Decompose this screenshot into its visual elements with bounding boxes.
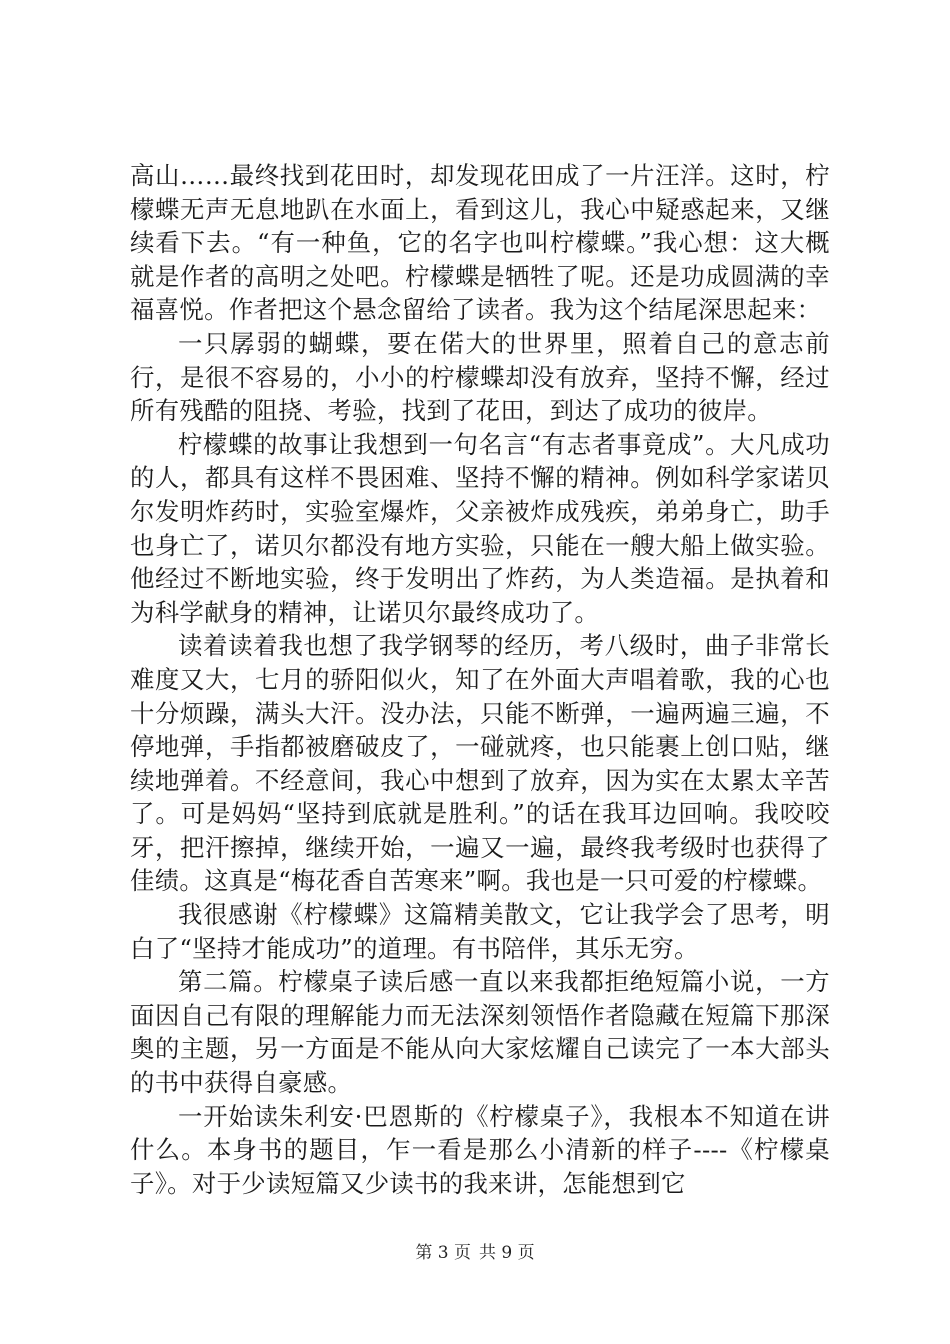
page-total: 共 9 页 xyxy=(479,1243,535,1263)
paragraph: 我很感谢《柠檬蝶》这篇精美散文，它让我学会了思考，明白了“坚持才能成功”的道理。有书陪伴，其乐无穷。 xyxy=(130,900,830,963)
paragraph: 第二篇。柠檬桌子读后感一直以来我都拒绝短篇小说，一方面因自己有限的理解能力而无法深刻领悟作者隐藏在短篇下那深奥的主题，另一方面是不能从向大家炫耀自己读完了一本大部头的书中获得自豪感。 xyxy=(130,967,830,1098)
paragraph: 一开始读朱利安·巴恩斯的《柠檬桌子》，我根本不知道在讲什么。本身书的题目，乍一看是那么小清新的样子----《柠檬桌子》。对于少读短篇又少读书的我来讲，怎能想到它 xyxy=(130,1101,830,1198)
page-number: 第 3 页 xyxy=(415,1243,471,1263)
paragraph: 一只孱弱的蝴蝶，要在偌大的世界里，照着自己的意志前行，是很不容易的，小小的柠檬蝶却没有放弃，坚持不懈，经过所有残酷的阻挠、考验，找到了花田，到达了成功的彼岸。 xyxy=(130,328,830,426)
paragraph: 柠檬蝶的故事让我想到一句名言“有志者事竟成”。大凡成功的人，都具有这样不畏困难、坚持不懈的精神。例如科学家诺贝尔发明炸药时，实验室爆炸，父亲被炸成残疾，弟弟身亡，助手也身亡了，诺贝尔都没有地方实验，只能在一艘大船上做实验。他经过不断地实验，终于发明出了炸药，为人类造福。是执着和为科学献身的精神，让诺贝尔最终成功了。 xyxy=(130,429,830,627)
paragraph-continuation: 高山……最终找到花田时，却发现花田成了一片汪洋。这时，柠檬蝶无声无息地趴在水面上，看到这儿，我心中疑惑起来，又继续看下去。“有一种鱼，它的名字也叫柠檬蝶。”我心想：这大概就是作者的高明之处吧。柠檬蝶是牺牲了呢。还是功成圆满的幸福喜悦。作者把这个悬念留给了读者。我为这个结尾深思起来： xyxy=(130,161,830,325)
document-body xyxy=(130,159,830,1200)
page-footer xyxy=(0,1242,950,1264)
paragraph: 读着读着我也想了我学钢琴的经历，考八级时，曲子非常长难度又大，七月的骄阳似火，知了在外面大声唱着歌，我的心也十分烦躁，满头大汗。没办法，只能不断弹，一遍两遍三遍，不停地弹，手指都被磨破皮了，一碰就疼，也只能裹上创口贴，继续地弹着。不经意间，我心中想到了放弃，因为实在太累太辛苦了。可是妈妈“坚持到底就是胜利。”的话在我耳边回响。我咬咬牙，把汗擦掉，继续开始，一遍又一遍，最终我考级时也获得了佳绩。这真是“梅花香自苦寒来”啊。我也是一只可爱的柠檬蝶。 xyxy=(130,631,830,896)
